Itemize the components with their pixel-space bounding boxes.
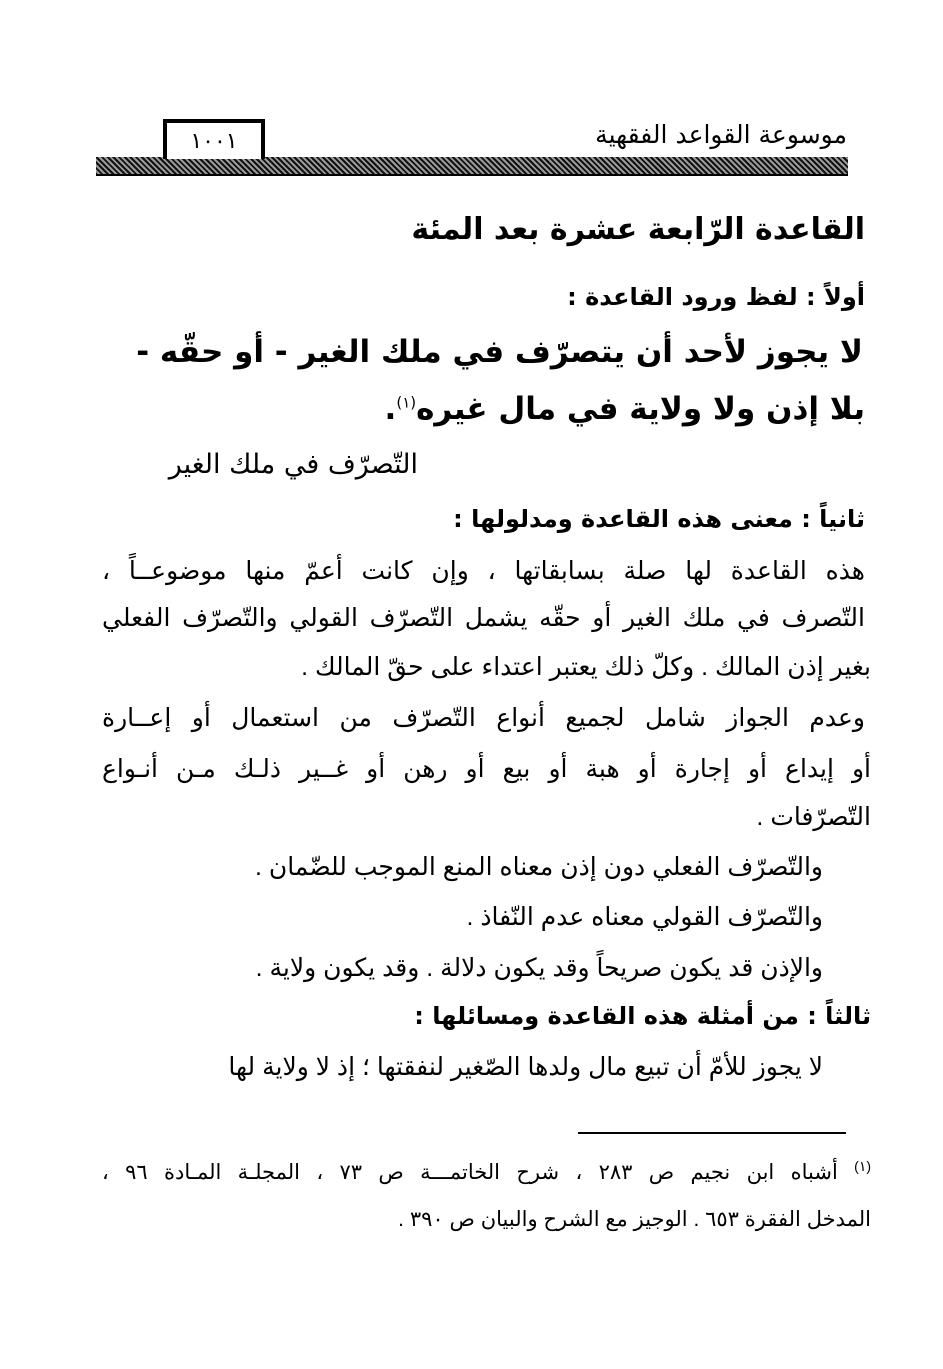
body-line: والتّصرّف الفعلي دون إذن معناه المنع الموجب للضّمان . [255,853,823,881]
section1-heading: أولاً : لفظ ورود القاعدة : [567,283,865,311]
rule-line-1: لا يجوز لأحد أن يتصرّف في ملك الغير - أو حقّه - [136,334,863,370]
body-line: التّصرف في ملك الغير أو حقّه يشمل التّصرّف القولي والتّصرّف الفعلي [102,604,865,632]
book-title: موسوعة القواعد الفقهية [595,120,847,149]
footnote-line-1 [102,1158,871,1185]
rule-title: القاعدة الرّابعة عشرة بعد المئة [411,212,865,247]
header-rule [96,157,848,175]
body-line: والإذن قد يكون صريحاً وقد يكون دلالة . وقد يكون ولاية . [255,954,823,982]
body-line: وعدم الجواز شامل لجميع أنواع التّصرّف من استعمال أو إعــارة [102,704,865,732]
rule-line-2 [385,391,865,427]
header-rule-line [96,174,848,176]
body-line: التّصرّفات . [756,803,871,831]
footnote-line-2: المدخل الفقرة ٦٥٣ . الوجيز مع الشرح والبيان ص ٣٩٠ . [398,1208,871,1231]
section2-heading: ثانياً : معنى هذه القاعدة ومدلولها : [453,505,865,533]
rule-line-2-text: بلا إذن ولا ولاية في مال غيره [416,391,865,427]
body-line: لا يجوز للأمّ أن تبيع مال ولدها الصّغير لنفقتها ؛ إذ لا ولاية لها [228,1053,823,1081]
footnote-ref[interactable]: (١) [396,393,417,412]
rule-line-2-end: . [384,391,397,427]
footnote-mark: (١) [854,1158,872,1174]
body-line: أو إيداع أو إجارة أو هبة أو بيع أو رهن أو غــير ذلـك مـن أنـواع [102,755,871,783]
body-line: والتّصرّف القولي معناه عدم النّفاذ . [466,903,823,931]
body-line: بغير إذن المالك . وكلّ ذلك يعتبر اعتداء على حقّ المالك . [301,653,871,681]
footnote-text-1: أشباه ابن نجيم ص ٢٨٣ ، شرح الخاتمـــة ص ٧٣ ، المجلـة المـادة ٩٦ ، [102,1161,838,1184]
page-number: ١٠٠١ [163,119,265,159]
footnote-separator [578,1132,846,1134]
subtitle: التّصرّف في ملك الغير [168,449,418,480]
body-line: هذه القاعدة لها صلة بسابقاتها ، وإن كانت أعمّ منها موضوعــاً ، [102,557,865,585]
section3-heading: ثالثاً : من أمثلة هذه القاعدة ومسائلها : [414,1002,871,1030]
